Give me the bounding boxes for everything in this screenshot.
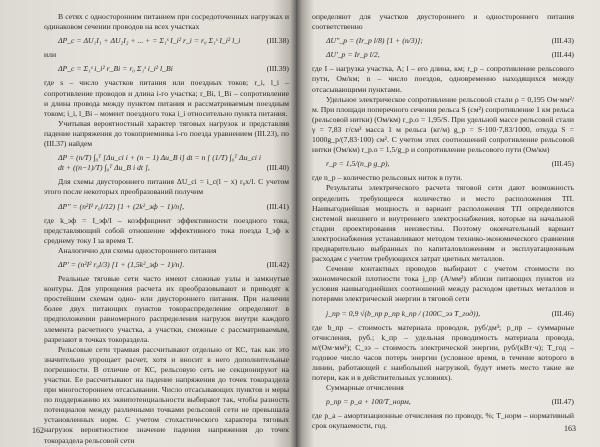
- equation-number: (III.46): [551, 308, 574, 318]
- paragraph: где k_эф = I_эф/I – коэффициент эффективности поездного тока, представляющий собой отношение эффективного тока поезда I_эф к среднему току I за время T.: [44, 215, 289, 245]
- left-page-text: [44, 12, 289, 446]
- paragraph: Аналогично для схемы одностороннего питания: [58, 245, 217, 255]
- equation-body: ΔP_c = ΔU₁I₁ + ΔU₂I₂ + ... + = Σ₁ˢ I_i² r_i = r₀ Σ₁ˢ I_i² l_i: [58, 36, 241, 46]
- equation-number: (III.40): [266, 163, 289, 173]
- page-number: 162: [32, 426, 44, 435]
- equation-number: (III.42): [266, 259, 289, 269]
- equation-number: (III.44): [551, 50, 574, 60]
- equation-number: (III.47): [551, 397, 574, 407]
- equation-body: ΔP' = (n²I² r₀l/3) [1 + (1,5k²_эф − 1)/n].: [58, 259, 185, 269]
- equation-iii-40: [44, 153, 289, 173]
- right-page-text: [312, 12, 574, 432]
- paragraph: Реальные тяговые сети часто имеют сложные узлы и замкнутые контуры. Для упрощения расчета их преобразовывают и приводят к простейшим схемам одно- или двустороннего питания. При наличии более двух питающих пунктов токораспределение определяют в предположении равномерного распределения нагрузок внутри каждого элемента расчетного участка, а участки, смежные с рассматриваемым, разрезают в точках токораздела.: [44, 274, 289, 344]
- equation-number: (III.38): [266, 36, 289, 46]
- paragraph: Рельсовые сети трамвая рассчитывают отдельно от КС, так как это значительно упрощает расчет, хотя и вносит в него дополнительные погрешности. В отличие от КС, рельсовую сеть не секционируют на участки. Ее рассчитывают на падение напряжения до точек токораздела при многостороннем отсасывании. Число отсасывающих пунктов и меры по поддержанию их эквипотенциальности выбирают так, чтобы разность потенциалов между различными точками рельсовой сети не превышала установленных норм. С учетом стохастического характера тяговых нагрузок вероятностное значение падения напряжения до точек токораздела рельсовой сети: [44, 344, 289, 445]
- equation-body: ΔU''_p = (Ir_p l/8) [1 + (n/3)];: [326, 36, 423, 46]
- equation-body: ΔP_c = Σ₁ˢ i_i² r_Bi = r₀ Σ₁ˢ i_i² l_Bi: [58, 64, 173, 74]
- paragraph: Суммарные отчисления: [326, 383, 404, 393]
- right-page: [296, 0, 600, 447]
- paragraph: Учитывая вероятностный характер тяговых нагрузок и представляя падение напряжения до токоприемника i-го поезда уравнением (III.23), по (III.37) найдем: [44, 118, 289, 149]
- paragraph: где n_p – количество рельсовых ниток в пути.: [312, 173, 463, 183]
- equation-body: ΔU'_p = Ir_p l/2,: [326, 50, 380, 60]
- equation-iii-46: [312, 309, 574, 319]
- equation-body: ΔP = (n/T) ∫₀ᵀ [Δu_ci i + (n − 1) Δu_B i] dt = n [ (1/T) ∫₀ᵀ Δu_ci i dt + ((n−1)/T) ∫₀ᵀ Δu_B i dt ],: [58, 153, 261, 173]
- paragraph: где b_пр – стоимость материала проводов, руб/дм³; p_пр – суммарные отчисления, руб.; k_пр – удельная проводимость материала провода, м/(Ом·мм²); C_ээ – стоимость электрической энергии, руб/(кВт·ч); T_год – годовое число часов потерь энергии (условное время, в течение которого в линии, работающей с наибольшей нагрузкой, будут иметь место такие же потери, как и в действительных условиях).: [312, 322, 574, 383]
- equation-iii-43: [312, 36, 574, 46]
- equation-iii-45: [312, 159, 574, 169]
- left-page: [0, 0, 296, 447]
- equation-iii-39: [44, 64, 289, 74]
- equation-iii-47: [312, 397, 574, 407]
- paragraph: где s – число участков питания или поездных токов; r_i, l_i – сопротивление проводов и длина i-го участка; r_Bi, l_Bi – сопротивление и длина провода между пунктом питания и рассматриваемым поездным током; i_i, l_Bi – момент поездного тока i_i относительно пункта питания.: [44, 78, 289, 118]
- paragraph: Для схемы двустороннего питания ΔU_ci = i_c(l − x) r₀x/l. С учетом этого после некоторых преобразований получим: [44, 177, 289, 197]
- paragraph: или: [44, 50, 57, 60]
- paragraph: В сетях с односторонним питанием при сосредоточенных нагрузках и одинаковом сечении проводов на всех участках: [44, 12, 289, 32]
- equation-body: p_пр = p_a + 100/T_норм,: [326, 397, 411, 407]
- equation-body: j_пр = 0,9 √(b_пр p_пр k_пр / (100C_ээ T_год)),: [326, 308, 481, 318]
- equation-number: (III.43): [551, 36, 574, 46]
- equation-iii-41: [44, 202, 289, 212]
- paragraph: Удельное электрическое сопротивление рельсовой стали ρ = 0,195 Ом·мм²/м. При площади поперечного сечения рельса S (см²) сопротивление 1 км рельса (рельсовой нитки) (Ом/км) r_p.o = 1,95/S. При удельной массе рельсовой стали γ = 7,83 г/см³ масса 1 м рельса (кг/м) g_p = S·100·7,83/1000, откуда S = 1000g_p/(7,83·100) см². С учетом этих соотношений сопротивление рельсовой нитки (Ом/км) r_p.o = 1,5/g_p и сопротивление рельсового пути (Ом/км): [312, 94, 574, 155]
- equation-number: (III.39): [266, 64, 289, 74]
- equation-number: (III.41): [266, 201, 289, 211]
- paragraph: определяют для участков двустороннего и одностороннего питания соответственно: [312, 12, 574, 32]
- equation-body: r_p = 1,5/(n_p g_p),: [326, 159, 390, 169]
- equation-number: (III.45): [551, 159, 574, 169]
- paragraph: Сечение контактных проводов выбирают с учетом стоимости по экономической плотности тока j_пр (А/мм²) вблизи питающих пунктов из условия наивыгоднейших соотношений между расходом цветных металлов и потерями электрической энергии в тяговой сети: [312, 264, 574, 304]
- paragraph: где I – нагрузка участка, А; l – его длина, км; r_p – сопротивление рельсового пути, Ом/км; n – число поездов, одновременно находящихся между отсасывающими пунктами.: [312, 64, 574, 94]
- paragraph: Результаты электрического расчета тяговой сети дают возможность определить требующееся количество и место расположения ТП. Наивыгоднейшая мощность и вариант расположения ТП определяются системой внешнего и внутреннего электроснабжения, которые на начальной стадии проектирования неизвестны. Поэтому окончательный вариант электроснабжения устанавливают методом технико-экономического сравнения предварительно выбранных по капиталовложениям и эксплуатационным расходам с учетом требующихся затрат цветных металлов.: [312, 183, 574, 264]
- equation-body: ΔP'' = (n²I² r₀l/12) [1 + (2k²_эф − 1)/n],: [58, 201, 185, 211]
- equation-iii-38: [44, 36, 289, 46]
- page-number: 163: [564, 424, 576, 433]
- paragraph: где p_a – амортизационные отчисления по проводу, %; T_норм – нормативный срок окупаемости, год.: [312, 411, 574, 431]
- equation-iii-42: [44, 260, 289, 270]
- equation-iii-44: [312, 50, 574, 60]
